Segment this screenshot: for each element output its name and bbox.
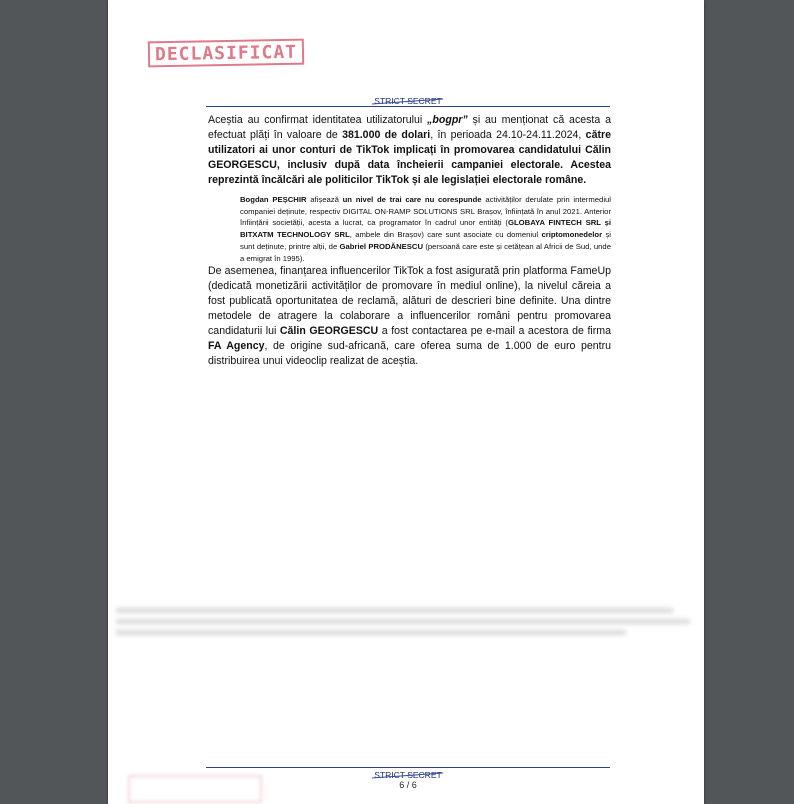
note-text-e: , ambele din Brașov) care sunt asociate cu domeniul bbox=[349, 230, 542, 240]
p2-text-c: , de origine sud-africană, care oferea suma de 1.000 de euro pentru distribuirea unui videoclip realizat de aceștia. bbox=[208, 340, 611, 368]
note-name-2: Gabriel PRODĂNESCU bbox=[339, 241, 424, 251]
footer-classification bbox=[206, 770, 610, 780]
footer-rule bbox=[206, 767, 610, 768]
bleed-through-text bbox=[116, 602, 696, 642]
note-bold-b: un nivel de trai care nu corespunde bbox=[342, 195, 482, 204]
note-companies: GLOBAYA FINTECH SRL și BITXATM TECHNOLOGY SRL bbox=[240, 218, 611, 240]
paragraph-1 bbox=[208, 113, 611, 188]
body-text bbox=[208, 113, 611, 369]
footer-label: STRICT SECRET bbox=[374, 770, 442, 780]
note-bold-f: criptomonedelor bbox=[541, 230, 603, 240]
p2-text-b: a fost contactarea pe e-mail a acestora de firma bbox=[378, 325, 611, 338]
p1-user: „bogpr” bbox=[427, 114, 468, 126]
p2-firm: FA Agency bbox=[208, 340, 265, 353]
p1-text-b: și au menționat că acesta a efectuat plăți în valoare de bbox=[208, 114, 611, 141]
document-page bbox=[108, 0, 704, 804]
note-text-a: afișează bbox=[306, 195, 343, 204]
p1-text-c: , în perioada 24.10-24.11.2024, bbox=[430, 129, 586, 141]
footnote-paragraph bbox=[240, 194, 611, 264]
p1-bold-d: către utilizatori ai unor conturi de TikTok implicați în promovarea candidatului Călin GEORGESCU, inclusiv după data încheierii campaniei electorale. Acestea reprezintă încălcări ale politicilor TikTok și ale legislației electorale române. bbox=[208, 129, 611, 186]
header-label: STRICT SECRET bbox=[374, 96, 442, 106]
header-rule bbox=[206, 106, 610, 107]
p1-amount: 381.000 de dolari bbox=[342, 129, 431, 141]
note-text-h: (persoană care este și cetățean al Africii de Sud, unde a emigrat în 1995). bbox=[240, 241, 611, 263]
note-text-g: și sunt deținute, printre alții, de bbox=[240, 230, 611, 251]
note-name-1: Bogdan PEȘCHIR bbox=[240, 195, 307, 204]
declassified-stamp: DECLASIFICAT bbox=[148, 39, 304, 68]
p2-text-a: De asemenea, finanțarea influencerilor TikTok a fost asigurată prin platforma FameUp (dedicată monetizării activităților de promovare în mediul online), la nivelul căreia a fost publicată oportunitatea de reclamă, alături de descrieri bine definite. Una dintre metodele de atragere la colaborare a influencerilor români pentru promovarea candidaturii lui bbox=[208, 265, 611, 338]
p2-name: Călin GEORGESCU bbox=[279, 325, 379, 338]
header-classification bbox=[206, 96, 610, 106]
p1-text-a: Aceștia au confirmat identitatea utilizatorului bbox=[208, 114, 428, 126]
paragraph-2 bbox=[208, 264, 611, 369]
page-number: 6 / 6 bbox=[399, 780, 417, 790]
note-text-c: activităților derulate prin intermediul companiei deținute, respectiv DIGITAL ON-RAMP SOLUTIONS SRL Brașov, înființată în anul 2021. Anterior înființării societății, acesta a lucrat, ca programator în cadrul unor entități ( bbox=[240, 195, 612, 228]
